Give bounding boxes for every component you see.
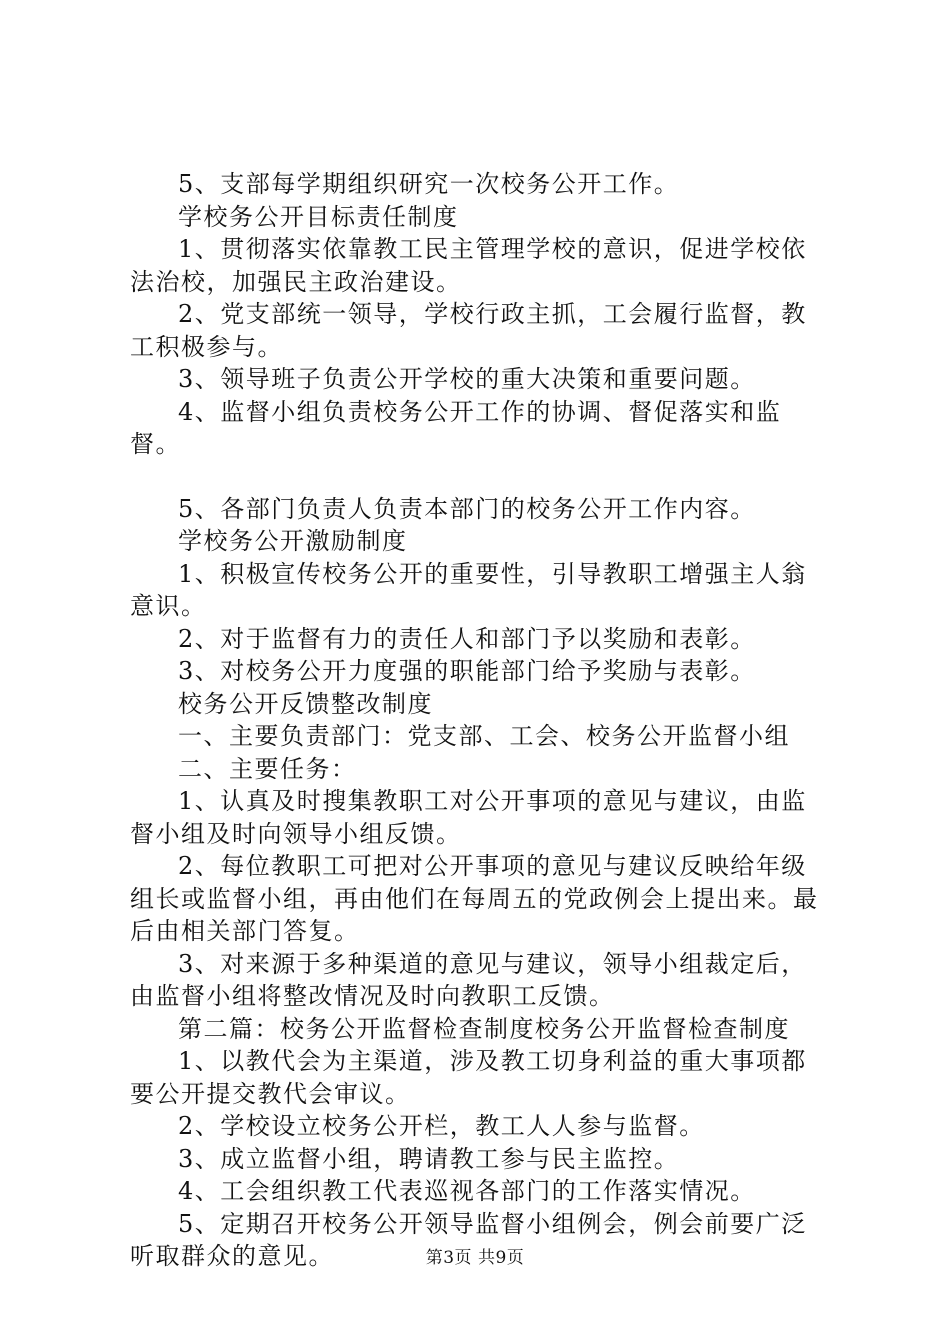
paragraph: 5、各部门负责人负责本部门的校务公开工作内容。 — [178, 494, 756, 523]
paragraph: 4、工会组织教工代表巡视各部门的工作落实情况。 — [178, 1177, 756, 1205]
paragraph: 1、认真及时搜集教职工对公开事项的意见与建议，由监督小组及时向领导小组反馈。 — [130, 787, 807, 848]
section-heading: 学校务公开激励制度 — [178, 527, 408, 555]
section-heading: 校务公开反馈整改制度 — [178, 689, 433, 718]
paragraph: 5、定期召开校务公开领导监督小组例会，例会前要广泛听取群众的意见。 — [130, 1209, 807, 1270]
paragraph: 2、对于监督有力的责任人和部门予以奖励和表彰。 — [178, 624, 756, 653]
paragraph: 1、贯彻落实依靠教工民主管理学校的意识，促进学校依法治校，加强民主政治建设。 — [130, 235, 807, 296]
paragraph: 3、对校务公开力度强的职能部门给予奖励与表彰。 — [178, 657, 756, 685]
paragraph: 一、主要负责部门：党支部、工会、校务公开监督小组 — [178, 722, 790, 750]
paragraph: 3、对来源于多种渠道的意见与建议，领导小组裁定后，由监督小组将整改情况及时向教职工反馈。 — [130, 949, 807, 1010]
paragraph: 3、成立监督小组，聘请教工参与民主监控。 — [178, 1144, 680, 1173]
document-body — [130, 168, 830, 1273]
paragraph: 4、监督小组负责校务公开工作的协调、督促落实和监督。 — [130, 397, 782, 458]
paragraph: 1、积极宣传校务公开的重要性，引导教职工增强主人翁意识。 — [130, 559, 807, 620]
paragraph: 1、以教代会为主渠道，涉及教工切身利益的重大事项都要公开提交教代会审议。 — [130, 1047, 807, 1108]
paragraph: 5、支部每学期组织研究一次校务公开工作。 — [178, 170, 680, 198]
page-number-footer: 第3页 共9页 — [425, 1248, 525, 1268]
paragraph: 2、学校设立校务公开栏，教工人人参与监督。 — [178, 1112, 705, 1140]
paragraph: 2、党支部统一领导，学校行政主抓，工会履行监督，教工积极参与。 — [130, 300, 807, 361]
section-heading: 第二篇：校务公开监督检查制度校务公开监督检查制度 — [178, 1014, 790, 1043]
paragraph: 2、每位教职工可把对公开事项的意见与建议反映给年级组长或监督小组，再由他们在每周五的党政例会上提出来。最后由相关部门答复。 — [130, 852, 819, 945]
section-heading: 学校务公开目标责任制度 — [178, 202, 459, 231]
paragraph: 3、领导班子负责公开学校的重大决策和重要问题。 — [178, 365, 756, 393]
paragraph: 二、主要任务： — [178, 754, 357, 783]
